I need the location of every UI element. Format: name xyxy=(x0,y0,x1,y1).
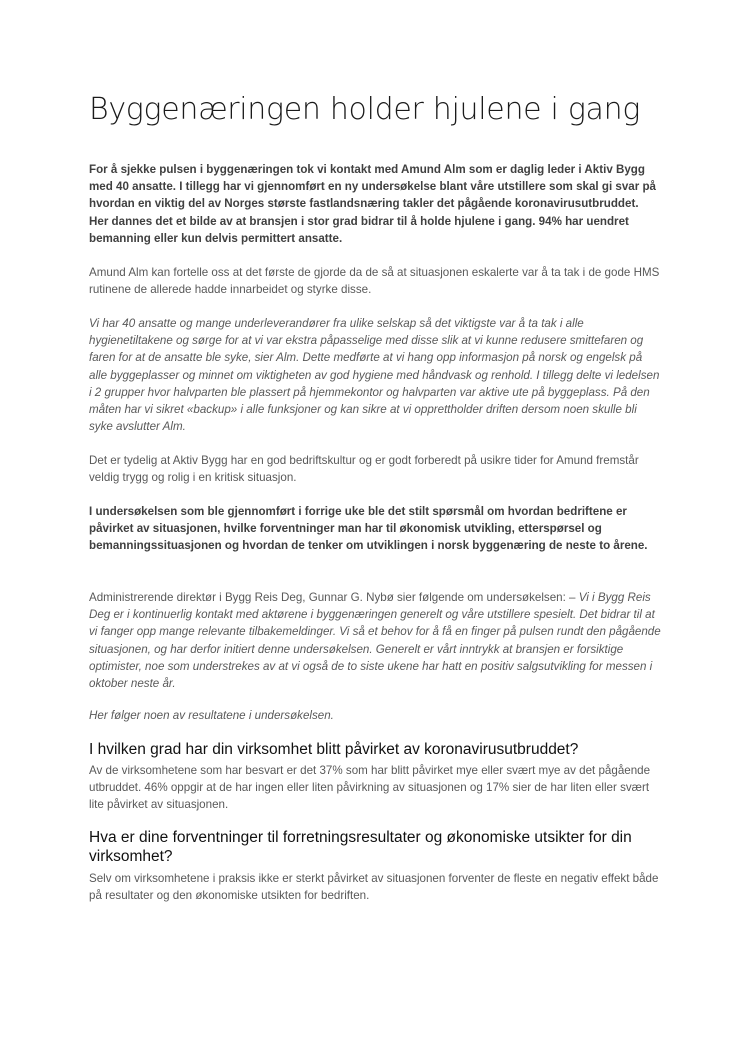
quote-nybo: Vi i Bygg Reis Deg er i kontinuerlig kontakt med aktørene i byggenæringen generelt og våre utstillere spesielt. Det bidrar til at vi fanger opp mange relevante tilbakemeldinger. Vi så et behov for å få en finger på pulsen rundt den pågående situasjonen, og har derfor initiert denne undersøkelsen. Generelt er vårt inntrykk at bransjen er forsiktige optimister, noe som understrekes av at vi også de to siste ukene har hatt en positiv salgsutvikling for messen i oktober neste år. xyxy=(89,591,661,691)
heading-expectations: Hva er dine forventninger til forretningsresultater og økonomiske utsikter for din virksomhet? xyxy=(89,829,632,865)
lead-paragraph: For å sjekke pulsen i byggenæringen tok vi kontakt med Amund Alm som er daglig leder i Aktiv Bygg med 40 ansatte. I tillegg har vi gjennomført en ny undersøkelse blant våre utstillere som skal gi svar på hvordan en viktig del av Norges største fastlandsnæring takler det pågående koronavirusutbruddet. Her dannes det et bilde av at bransjen i stor grad bidrar til å holde hjulene i gang. 94% har uendret bemanning eller kun delvis permittert ansatte. xyxy=(89,163,656,245)
paragraph-results-intro: Her følger noen av resultatene i undersøkelsen. xyxy=(89,709,334,722)
paragraph-expectations: Selv om virksomhetene i praksis ikke er sterkt påvirket av situasjonen forventer de fleste en negativ effekt både på resultater og den økonomiske utsikten for bedriften. xyxy=(89,872,659,903)
paragraph-nybo xyxy=(89,589,661,692)
heading-impact: I hvilken grad har din virksomhet blitt påvirket av koronavirusutbruddet? xyxy=(89,741,579,758)
article-title: Byggenæringen holder hjulene i gang xyxy=(89,92,641,127)
paragraph-intro: Amund Alm kan fortelle oss at det første de gjorde da de så at situasjonen eskalerte var å ta tak i de gode HMS rutinene de allerede hadde innarbeidet og styrke disse. xyxy=(89,266,660,297)
paragraph-culture: Det er tydelig at Aktiv Bygg har en god bedriftskultur og er godt forberedt på usikre tider for Amund fremstår veldig trygg og rolig i en kritisk situasjon. xyxy=(89,454,639,485)
paragraph-nybo-intro: Administrerende direktør i Bygg Reis Deg, Gunnar G. Nybø sier følgende om undersøkelsen: – xyxy=(89,591,576,604)
paragraph-impact: Av de virksomhetene som har besvart er det 37% som har blitt påvirket mye eller svært mye av det pågående utbruddet. 46% oppgir at de har ingen eller liten påvirkning av situasjonen og 17% sier de har liten eller svært lite påvirket av situasjonen. xyxy=(89,764,651,812)
lead-survey: I undersøkelsen som ble gjennomført i forrige uke ble det stilt spørsmål om hvordan bedriftene er påvirket av situasjonen, hvilke forventninger man har til økonomisk utvikling, etterspørsel og bemanningssituasjonen og hvordan de tenker om utviklingen i norsk byggenæring de neste to årene. xyxy=(89,505,648,553)
quote-alm: Vi har 40 ansatte og mange underleverandører fra ulike selskap så det viktigste var å ta tak i alle hygienetiltakene og sørge for at vi var ekstra påpasselige med disse slik at vi kunne redusere smittefaren og faren for at de ansatte ble syke, sier Alm. Dette medførte at vi hang opp informasjon på norsk og engelsk på alle byggeplasser og minnet om viktigheten av god hygiene med håndvask og renhold. I tillegg delte vi ledelsen i 2 grupper hvor halvparten ble plassert på hjemmekontor og halvparten var aktive ute på byggeplass. På den måten har vi sikret «backup» i alle funksjoner og kan sikre at vi opprettholder driften dersom noen skulle bli syke avslutter Alm. xyxy=(89,317,660,434)
